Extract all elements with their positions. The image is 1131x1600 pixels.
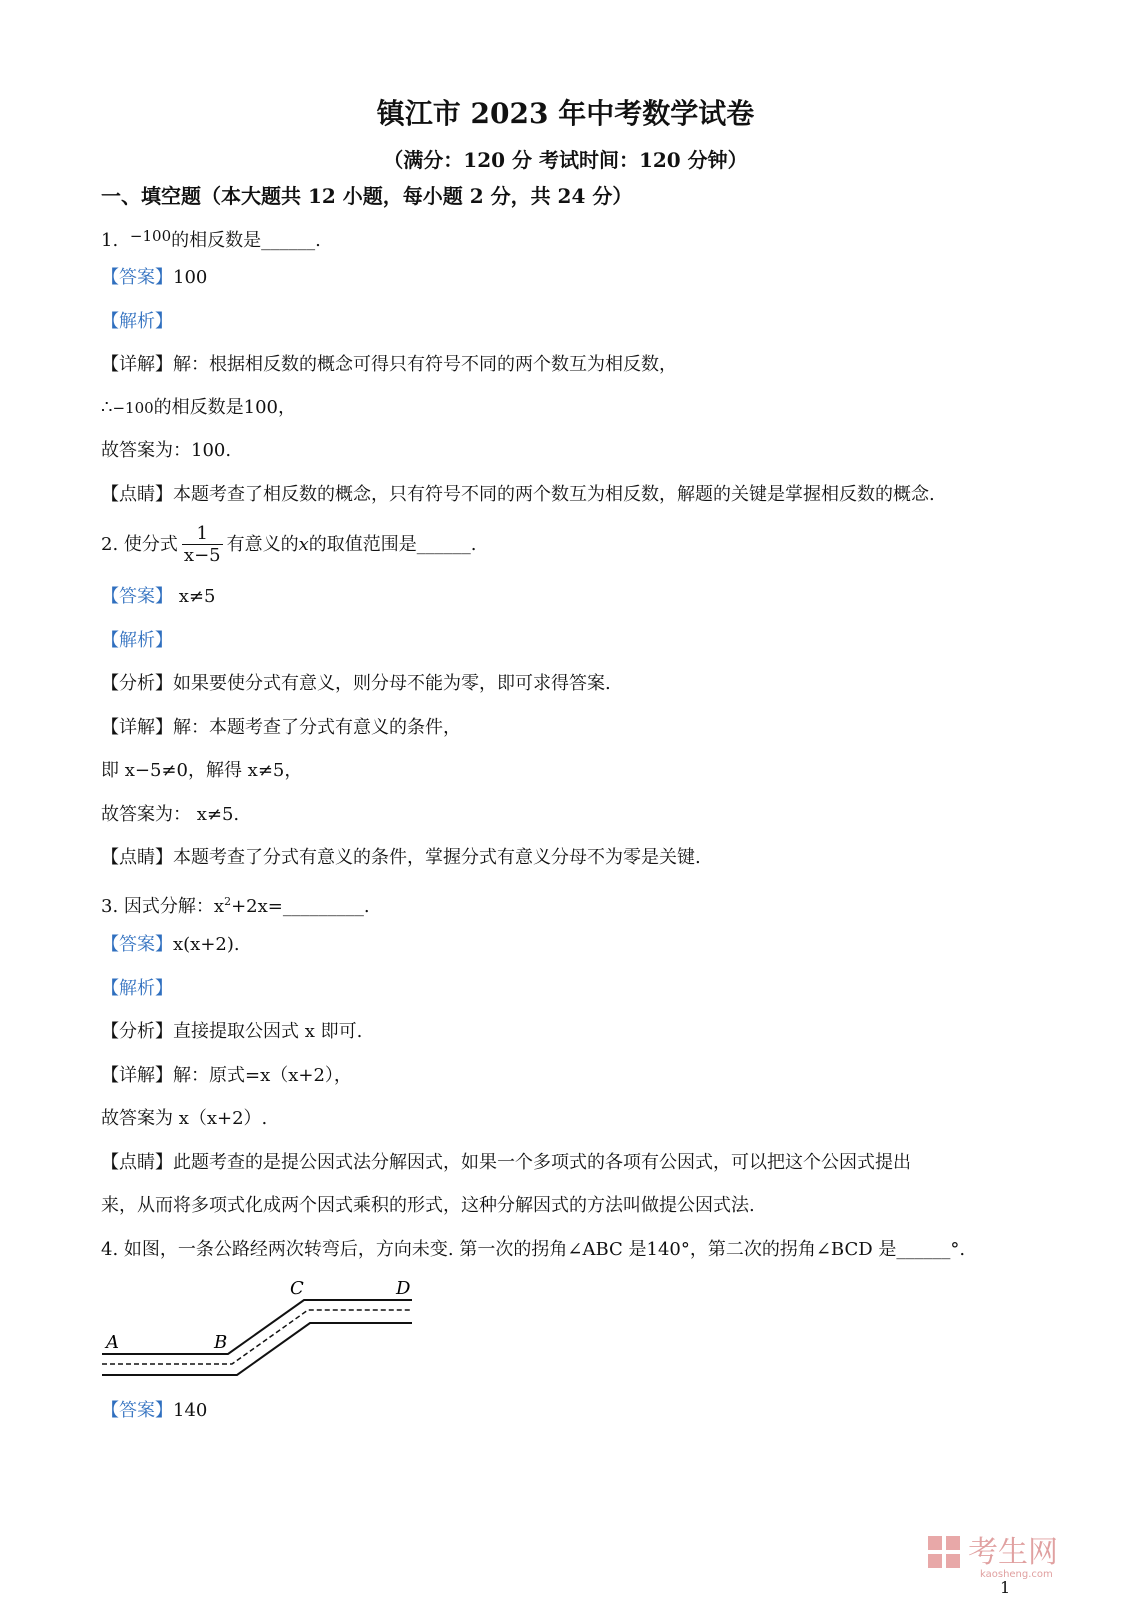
page-number: 1 bbox=[1000, 1578, 1011, 1597]
question-number: 1. bbox=[101, 230, 119, 251]
detail-text: 解：原式=x（x+2）， bbox=[173, 1065, 352, 1086]
question-text: 因式分解：x bbox=[123, 896, 225, 917]
answer-tag: 【答案】 bbox=[101, 586, 173, 607]
question-text: 的相反数是______. bbox=[171, 230, 321, 251]
answer-value: x≠5 bbox=[178, 586, 216, 607]
question-number: 2. bbox=[101, 534, 119, 555]
comment-1 bbox=[101, 483, 935, 507]
variable: x bbox=[298, 534, 309, 555]
therefore-text: 的相反数是100， bbox=[153, 397, 297, 418]
detail-tag: 【详解】 bbox=[101, 1065, 173, 1086]
fraction-numerator: 1 bbox=[182, 524, 223, 545]
answer-tag: 【答案】 bbox=[101, 934, 173, 955]
question-3 bbox=[101, 890, 370, 919]
answer-2 bbox=[101, 585, 215, 609]
road-centerline bbox=[102, 1310, 412, 1364]
math-expr: −100 bbox=[129, 227, 172, 245]
comment-tag: 【点睛】 bbox=[101, 847, 173, 868]
point-label-b: B bbox=[214, 1332, 228, 1353]
logo-icon bbox=[928, 1536, 962, 1570]
road-figure bbox=[100, 1274, 420, 1384]
detail-text: 解：根据相反数的概念可得只有符号不同的两个数互为相反数， bbox=[173, 354, 677, 375]
conclusion-1: 故答案为：100. bbox=[101, 440, 232, 461]
point-label-a: A bbox=[106, 1332, 119, 1353]
math-expr: −100 bbox=[112, 399, 154, 417]
section-heading: 一、填空题（本大题共 12 小题，每小题 2 分，共 24 分） bbox=[101, 184, 633, 208]
question-number: 3. bbox=[101, 896, 119, 917]
comment-2 bbox=[101, 846, 701, 870]
comment-tag: 【点睛】 bbox=[101, 484, 173, 505]
page-title: 镇江市 2023 年中考数学试卷 bbox=[376, 97, 755, 130]
analysis-tag: 【解析】 bbox=[101, 978, 173, 999]
logo-url: kaosheng.com bbox=[980, 1569, 1053, 1580]
fraction-denominator: x−5 bbox=[183, 544, 221, 566]
question-text: +2x=_________. bbox=[231, 896, 370, 917]
answer-4 bbox=[101, 1399, 207, 1423]
fenxi-3 bbox=[101, 1020, 362, 1044]
fenxi-tag: 【分析】 bbox=[101, 673, 173, 694]
logo-text: 考生网 bbox=[968, 1535, 1058, 1570]
superscript: 2 bbox=[224, 895, 232, 908]
comment-text: 本题考查了分式有意义的条件，掌握分式有意义分母不为零是关键. bbox=[173, 847, 701, 868]
page-subtitle: （满分：120 分 考试时间：120 分钟） bbox=[383, 148, 748, 172]
conclusion-3: 故答案为 x（x+2）. bbox=[101, 1108, 268, 1129]
comment-text: 此题考查的是提公因式法分解因式，如果一个多项式的各项有公因式，可以把这个公因式提出 bbox=[173, 1152, 911, 1173]
question-4 bbox=[101, 1238, 965, 1262]
answer-value: 100 bbox=[173, 267, 208, 288]
answer-3 bbox=[101, 933, 240, 957]
step-2: 即 x−5≠0，解得 x≠5， bbox=[101, 760, 303, 781]
analysis-tag: 【解析】 bbox=[101, 311, 173, 332]
detail-3 bbox=[101, 1064, 352, 1088]
detail-2 bbox=[101, 716, 461, 740]
point-label-c: C bbox=[290, 1278, 304, 1299]
fenxi-tag: 【分析】 bbox=[101, 1021, 173, 1042]
point-label-d: D bbox=[396, 1278, 411, 1299]
fenxi-2 bbox=[101, 672, 611, 696]
answer-tag: 【答案】 bbox=[101, 267, 173, 288]
question-number: 4. bbox=[101, 1239, 119, 1260]
answer-value: x(x+2). bbox=[173, 934, 240, 955]
answer-tag: 【答案】 bbox=[101, 1400, 173, 1421]
road-edge-bottom bbox=[102, 1323, 412, 1375]
fenxi-text: 如果要使分式有意义，则分母不能为零，即可求得答案. bbox=[173, 673, 611, 694]
comment-3-cont: 来，从而将多项式化成两个因式乘积的形式，这种分解因式的方法叫做提公因式法. bbox=[101, 1195, 755, 1216]
detail-tag: 【详解】 bbox=[101, 354, 173, 375]
answer-value: 140 bbox=[173, 1400, 208, 1421]
comment-tag: 【点睛】 bbox=[101, 1152, 173, 1173]
question-text: 的取值范围是______. bbox=[308, 534, 477, 555]
analysis-tag: 【解析】 bbox=[101, 630, 173, 651]
question-text: 有意义的 bbox=[226, 534, 299, 555]
detail-tag: 【详解】 bbox=[101, 717, 173, 738]
question-2 bbox=[101, 520, 477, 570]
detail-1 bbox=[101, 353, 677, 377]
detail-text: 解：本题考查了分式有意义的条件， bbox=[173, 717, 461, 738]
answer-1 bbox=[101, 266, 207, 290]
fenxi-text: 直接提取公因式 x 即可. bbox=[173, 1021, 363, 1042]
question-1 bbox=[101, 224, 321, 253]
comment-3 bbox=[101, 1151, 911, 1175]
watermark-logo bbox=[928, 1533, 1078, 1573]
conclusion-2: 故答案为： x≠5. bbox=[101, 804, 240, 825]
therefore-line bbox=[101, 396, 296, 420]
therefore-icon: ∴ bbox=[101, 397, 113, 418]
question-text: 使分式 bbox=[123, 534, 178, 555]
comment-text: 本题考查了相反数的概念，只有符号不同的两个数互为相反数，解题的关键是掌握相反数的概念. bbox=[173, 484, 935, 505]
question-text: 如图，一条公路经两次转弯后，方向未变. 第一次的拐角∠ABC 是140°，第二次的拐角∠BCD 是______°. bbox=[123, 1239, 966, 1260]
fraction bbox=[182, 524, 223, 567]
